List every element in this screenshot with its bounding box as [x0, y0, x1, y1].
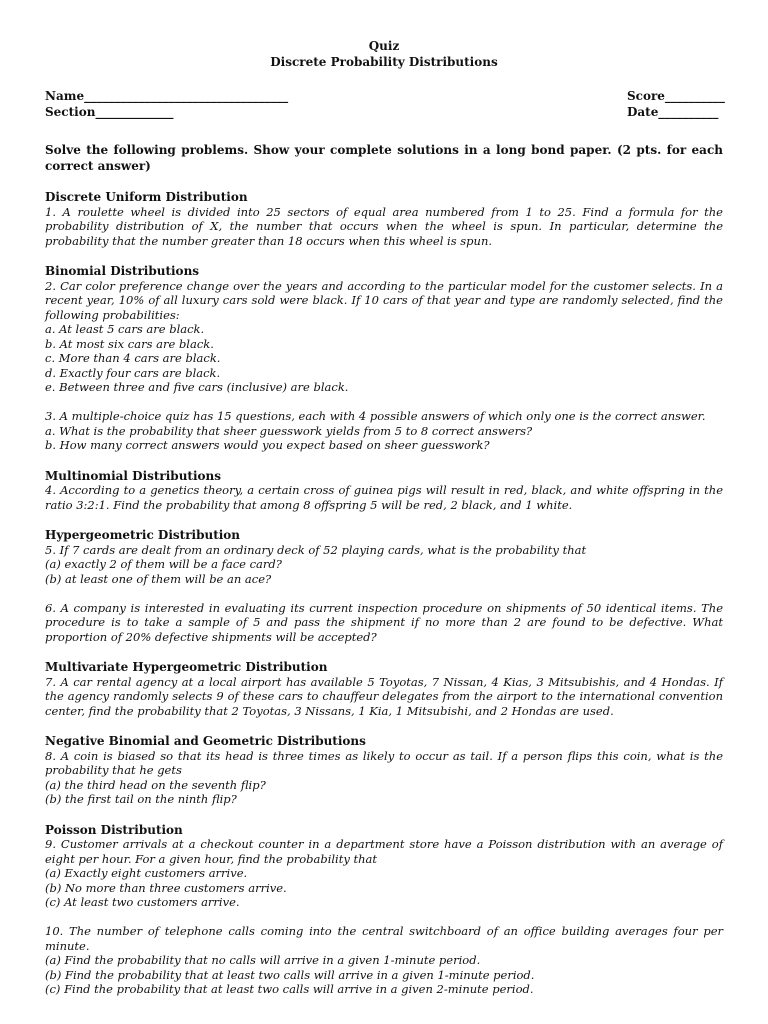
question-item: (b) the first tail on the ninth flip? — [45, 792, 237, 806]
question-5: 5. If 7 cards are dealt from an ordinary deck of 52 playing cards, what is the probability that — [45, 542, 587, 557]
question-item: (b) Find the probability that at least two calls will arrive in a given 1-minute period. — [45, 967, 535, 982]
question-item: b. At most six cars are black. — [45, 336, 214, 351]
section-poisson — [45, 823, 723, 997]
section-multinomial — [45, 469, 723, 513]
section-binomial — [45, 264, 723, 453]
question-item: d. Exactly four cars are black. — [45, 365, 221, 380]
question-2: 2. Car color preference change over the years and according to the particular model for the customer selects. In a recent year, 10% of all luxury cars sold were black. If 10 cars of that year and type are randomly selected, find the following probabilities: — [45, 278, 723, 322]
section-field: Section_____________ — [45, 105, 174, 119]
question-item: (a) the third head on the seventh flip? — [45, 777, 266, 792]
section-hypergeometric — [45, 528, 723, 644]
question-item: c. More than 4 cars are black. — [45, 351, 221, 365]
section-uniform — [45, 190, 723, 248]
question-1: 1. A roulette wheel is divided into 25 sectors of equal area numbered from 1 to 25. Find a formula for the probability distribution of X, the number that occurs when the wheel is spun. In particular, determine the probability that the number greater than 18 occurs when this wheel is spun. — [45, 204, 723, 248]
section-heading: Negative Binomial and Geometric Distributions — [45, 734, 366, 748]
section-heading: Multinomial Distributions — [45, 468, 222, 483]
question-item: a. What is the probability that sheer guesswork yields from 5 to 8 correct answers? — [45, 423, 533, 438]
question-item: (a) Exactly eight customers arrive. — [45, 866, 248, 880]
question-item: e. Between three and five cars (inclusive) are black. — [45, 380, 349, 394]
question-item: (b) at least one of them will be an ace? — [45, 571, 272, 586]
question-item: (c) Find the probability that at least two calls will arrive in a given 2-minute period. — [45, 982, 534, 996]
score-field: Score__________ — [627, 89, 725, 103]
section-heading: Binomial Distributions — [45, 264, 200, 278]
quiz-title: Quiz — [368, 39, 400, 53]
question-3: 3. A multiple-choice quiz has 15 questions, each with 4 possible answers of which only one is the correct answer. — [45, 409, 706, 423]
question-9: 9. Customer arrivals at a checkout counter in a department store have a Poisson distribution with an average of eight per hour. For a given hour, find the probability that — [45, 837, 723, 866]
question-item: a. At least 5 cars are black. — [45, 322, 205, 336]
instructions: Solve the following problems. Show your complete solutions in a long bond paper. (2 pts. for each correct answer) — [45, 143, 723, 173]
quiz-subtitle: Discrete Probability Distributions — [270, 55, 498, 69]
question-8: 8. A coin is biased so that its head is three times as likely to occur as tail. If a person flips this coin, what is the probability that he gets — [45, 748, 723, 777]
question-item: (a) Find the probability that no calls will arrive in a given 1-minute period. — [45, 953, 481, 967]
name-field: Name__________________________________ — [45, 89, 289, 103]
section-heading: Multivariate Hypergeometric Distribution — [45, 660, 328, 674]
header-row-1 — [45, 88, 723, 104]
question-item: (a) exactly 2 of them will be a face card? — [45, 557, 282, 571]
section-heading: Hypergeometric Distribution — [45, 528, 241, 542]
question-item: (c) At least two customers arrive. — [45, 895, 240, 909]
question-item: (b) No more than three customers arrive. — [45, 880, 287, 895]
question-item: b. How many correct answers would you expect based on sheer guesswork? — [45, 438, 490, 452]
section-heading: Discrete Uniform Distribution — [45, 190, 248, 204]
question-4: 4. According to a genetics theory, a certain cross of guinea pigs will result in red, black, and white offspring in the ratio 3:2:1. Find the probability that among 8 offspring 5 will be red, 2 black, and 1 white. — [45, 483, 723, 512]
section-negbinomial — [45, 734, 723, 807]
date-field: Date__________ — [627, 105, 719, 119]
question-10: 10. The number of telephone calls coming into the central switchboard of an office building averages four per minute. — [45, 924, 723, 953]
header-row-2 — [45, 104, 723, 120]
section-heading: Poisson Distribution — [45, 822, 183, 837]
section-multivariate — [45, 660, 723, 718]
question-7: 7. A car rental agency at a local airport has available 5 Toyotas, 7 Nissan, 4 Kias, 3 Mitsubishis, and 4 Hondas. If the agency randomly selects 9 of these cars to chauffeur delegates from the airport to the international convention center, find the probability that 2 Toyotas, 3 Nissans, 1 Kia, 1 Mitsubishi, and 2 Hondas are used. — [45, 674, 723, 718]
question-6: 6. A company is interested in evaluating its current inspection procedure on shipments of 50 identical items. The procedure is to take a sample of 5 and pass the shipment if no more than 2 are found to be defective. What proportion of 20% defective shipments will be accepted? — [45, 600, 723, 644]
